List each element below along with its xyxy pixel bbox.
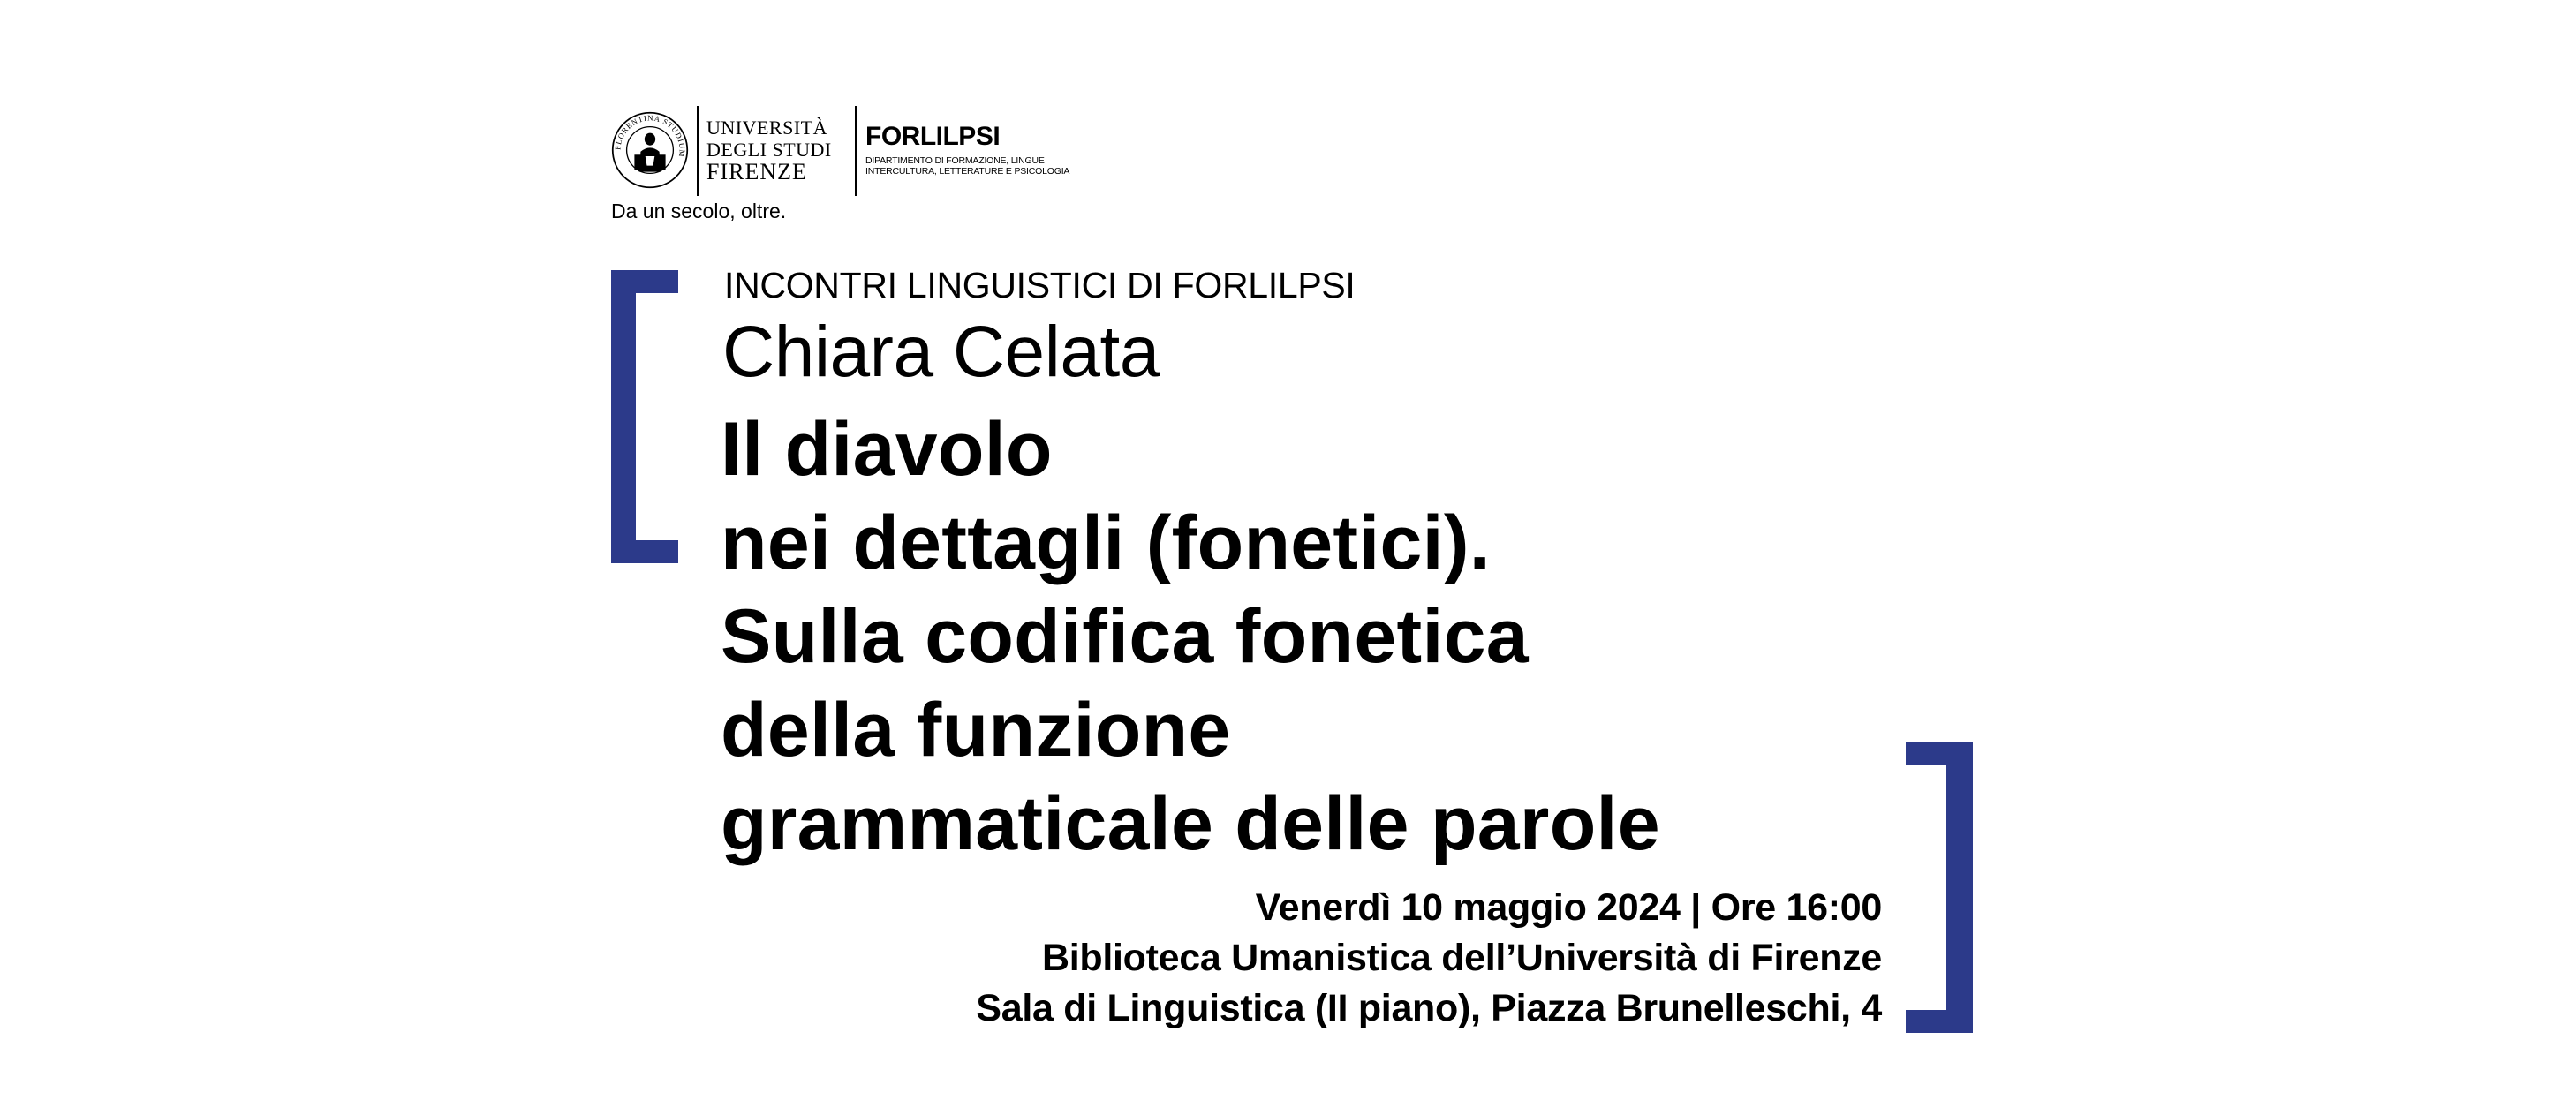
department-name: FORLILPSI [865,122,1001,151]
university-name-line: FIRENZE [706,159,807,185]
department-description [865,155,1069,177]
event-room-address: Sala di Linguistica (II piano), Piazza Brunelleschi, 4 [976,987,1882,1029]
event-series: INCONTRI LINGUISTICI DI FORLILPSI [724,265,1356,305]
talk-title-line: della funzione [721,688,1231,772]
talk-title-line: Il diavolo [721,407,1053,492]
university-name-line: DEGLI STUDI [706,139,832,161]
department-description-line: DIPARTIMENTO DI FORMAZIONE, LINGUE [865,155,1045,166]
talk-title [721,403,1660,870]
speaker-name: Chiara Celata [722,312,1160,392]
talk-title-line: nei dettagli (fonetici). [721,501,1491,585]
event-venue: Biblioteca Umanistica dell’Università di Firenze [1041,937,1882,979]
talk-title-line: Sulla codifica fonetica [721,594,1529,679]
university-name [706,117,852,183]
event-date-time: Venerdì 10 maggio 2024 | Ore 16:00 [1255,886,1882,929]
university-name-line: UNIVERSITÀ [706,117,827,139]
logo-divider [697,106,699,196]
department-description-line: INTERCULTURA, LETTERATURE E PSICOLOGIA [865,166,1070,177]
event-info [976,883,1882,1034]
talk-title-line: grammaticale delle parole [721,781,1660,866]
logo-divider [855,106,857,196]
tagline: Da un secolo, oltre. [611,200,787,222]
seal-lettering: FLORENTINA STUDIUM [613,113,687,158]
university-seal-icon [611,111,689,189]
